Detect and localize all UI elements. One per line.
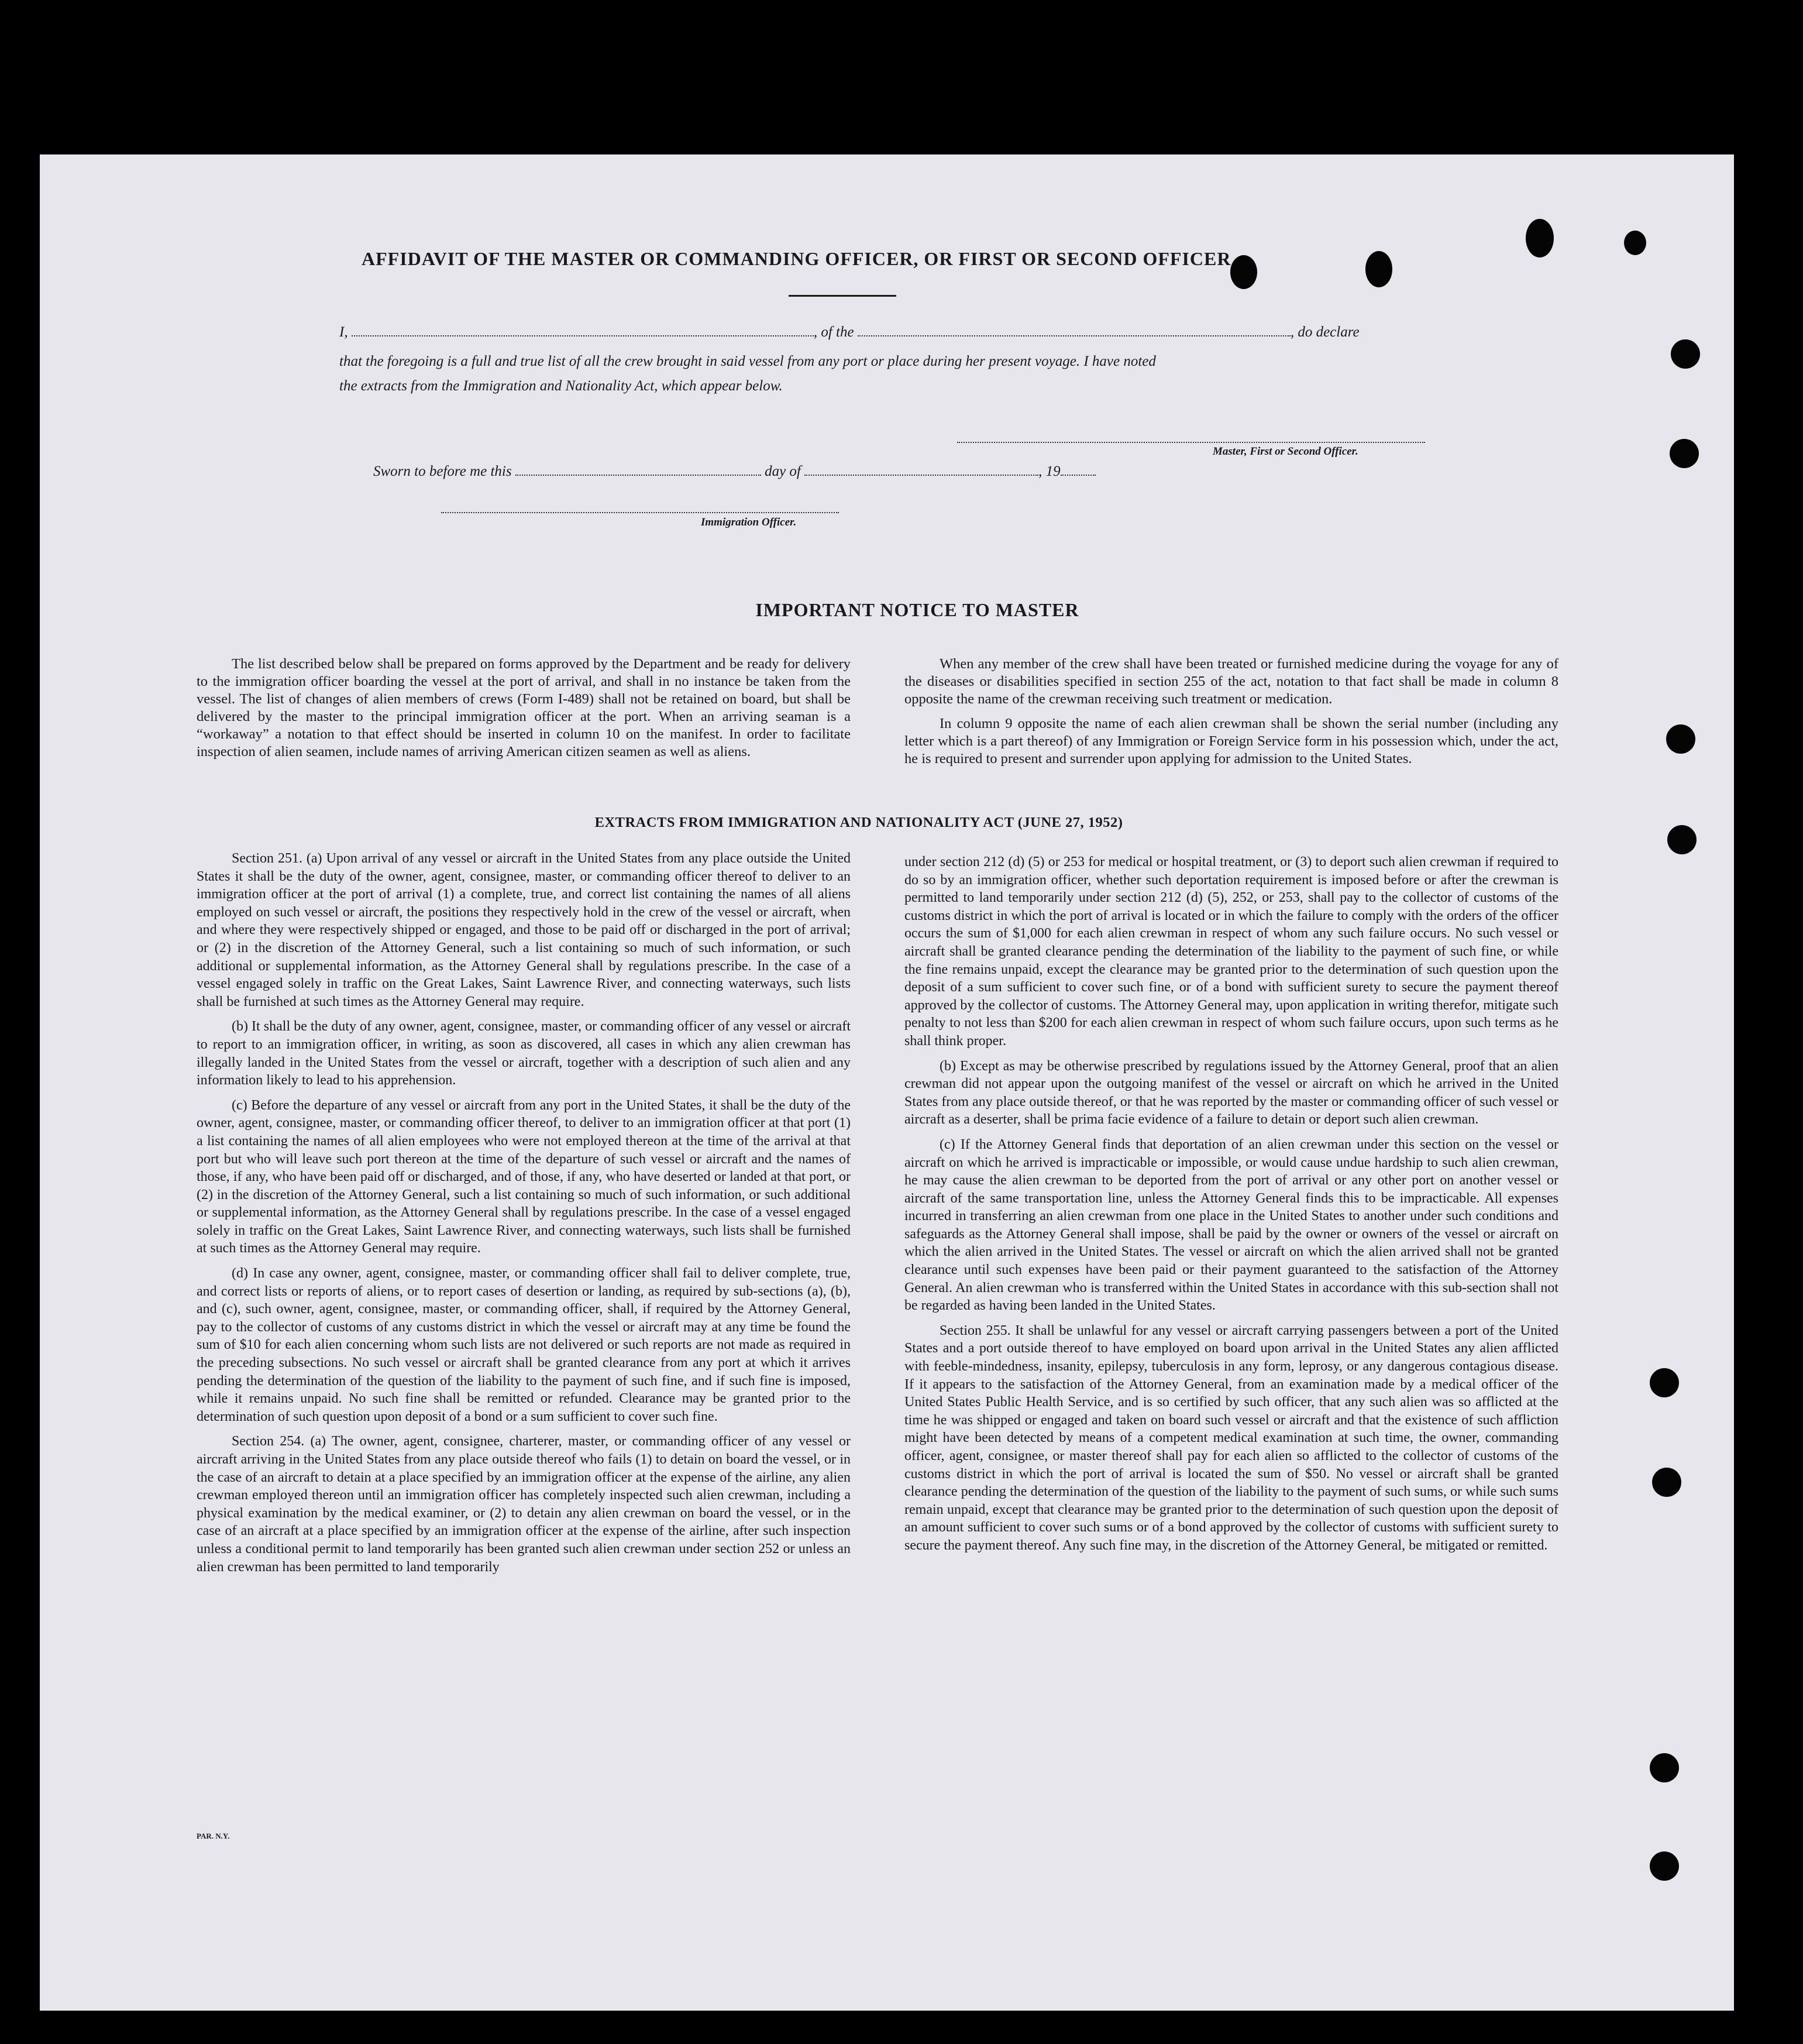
punch-hole	[1650, 1851, 1679, 1881]
notice-left-column	[197, 655, 851, 768]
punch-hole	[1624, 231, 1646, 255]
officer-signature-field[interactable]	[441, 511, 839, 513]
sworn-label: Sworn to before me this	[373, 463, 512, 479]
sworn-month-field[interactable]	[804, 474, 1038, 476]
vessel-name-field[interactable]	[858, 335, 1291, 336]
statute-paragraph: Section 255. It shall be unlawful for any vessel or aircraft carrying passengers between a port of the United States and a port outside thereof to have employed on board upon arrival in the United States any alien afflicted with feeble-mindedness, insanity, epilepsy, tuberculosis in any form, leprosy, or any dangerous contagious disease. If it appears to the satisfaction of the Attorney General, from an examination made by a medical officer of the United States Public Health Service, and is so certified by such officer, that any such alien was so afflicted at the time he was shipped or engaged and taken on board such vessel or aircraft and that the existence of such affliction might have been detected by means of a competent medical examination at such time, the owner, commanding officer, agent, consignee, or master thereof shall pay for each alien so afflicted to the collector of customs of the customs district in which the port of arrival is located the sum of $50. No vessel or aircraft shall be granted clearance pending the determination of the question of the liability to the payment of such sums, or while such sums remain unpaid, except that clearance may be granted prior to the determination of such question upon the deposit of an amount sufficient to cover such sums or of a bond approved by the collector of customs with sufficient surety to secure the payment thereof. Any such fine may, in the discretion of the Attorney General, be mitigated or remitted.	[904, 1322, 1558, 1553]
sworn-day-field[interactable]	[515, 474, 761, 476]
affidavit-title: AFFIDAVIT OF THE MASTER OR COMMANDING OFFICER, OR FIRST OR SECOND OFFICER	[362, 248, 1231, 269]
punch-hole	[1650, 1753, 1679, 1782]
officer-signature-caption: Immigration Officer.	[701, 516, 797, 528]
extracts-left-column	[197, 850, 851, 1583]
extracts-right-column	[904, 853, 1558, 1562]
vessel-label: , of the	[813, 324, 854, 340]
master-signature-caption: Master, First or Second Officer.	[1213, 445, 1358, 458]
notice-paragraph: The list described below shall be prepared on forms approved by the Department and be ready for delivery to the immigration officer boarding the vessel at the port of arrival, and shall in no instance be taken from the vessel. The list of changes of alien members of crews (Form I-489) shall not be retained on board, but shall be delivered by the master to the principal immigration officer at the port. When an arriving seaman is a “workaway” a notation to that effect should be inserted in column 10 on the manifest. In order to facilitate inspection of alien seamen, include names of arriving American citizen seamen as well as aliens.	[197, 656, 851, 760]
declaration-line-3: the extracts from the Immigration and Nationality Act, which appear below.	[339, 378, 783, 394]
punch-hole	[1650, 1368, 1679, 1397]
punch-hole	[1671, 339, 1700, 369]
punch-hole	[1667, 825, 1697, 854]
master-signature-field[interactable]	[957, 441, 1425, 443]
title-underline	[789, 295, 896, 297]
statute-paragraph: (c) Before the departure of any vessel or aircraft from any port in the United States, it shall be the duty of the owner, agent, consignee, master, or commanding officer thereof, to deliver to an immigration officer at that port (1) a list containing the names of all alien employees who were not employed thereon at the time of the arrival at that port but who will leave such port thereon at the time of the departure of such vessel or aircraft and the names of those, if any, who have been paid off or discharged, and of those, if any, who have deserted or landed at that port, or (2) in the discretion of the Attorney General, such a list containing so much of such information, or such additional or supplemental information, as the Attorney General shall by regulations prescribe. In the case of a vessel engaged solely in traffic on the Great Lakes, Saint Lawrence River, and connecting waterways, such lists shall be furnished at such times as the Attorney General may require.	[197, 1097, 851, 1256]
declarant-name-field[interactable]	[352, 335, 814, 336]
notice-paragraph: In column 9 opposite the name of each alien crewman shall be shown the serial number (including any letter which is a part thereof) of any Immigration or Foreign Service form in his possession which, under the act, he is required to present and surrender upon applying for admission to the United States.	[904, 716, 1558, 767]
notice-title: IMPORTANT NOTICE TO MASTER	[755, 599, 1079, 620]
declarant-label: I,	[339, 324, 348, 340]
extracts-title: EXTRACTS FROM IMMIGRATION AND NATIONALITY ACT (JUNE 27, 1952)	[594, 815, 1123, 830]
notice-paragraph: When any member of the crew shall have been treated or furnished medicine during the voyage for any of the diseases or disabilities specified in section 255 of the act, notation to that fact shall be made in column 8 opposite the name of the crewman receiving such treatment or medication.	[904, 656, 1558, 707]
notice-right-column	[904, 655, 1558, 775]
year-label: , 19	[1038, 463, 1061, 479]
declaration-line-2: that the foregoing is a full and true list of all the crew brought in said vessel from any port or place during her present voyage. I have noted	[339, 353, 1156, 369]
punch-hole	[1652, 1468, 1681, 1497]
declaration-line-1	[339, 324, 1360, 341]
statute-paragraph: (b) Except as may be otherwise prescribed by regulations issued by the Attorney General, proof that an alien crewman did not appear upon the outgoing manifest of the vessel or aircraft on which he arrived in the United States from any place outside thereof, or that he was reported by the master or commanding officer of such vessel or aircraft as a deserter, shall be prima facie evidence of a failure to detain or deport such alien crewman.	[904, 1058, 1558, 1128]
sworn-year-field[interactable]	[1061, 474, 1096, 476]
statute-paragraph: Section 254. (a) The owner, agent, consignee, charterer, master, or commanding officer of any vessel or aircraft arriving in the United States from any place outside thereof who fails (1) to detain on board the vessel, or in the case of an aircraft to detain at a place specified by an immigration officer at the expense of the airline, any alien crewman employed thereon until an immigration officer has completely inspected such alien crewman, including a physical examination by the medical examiner, or (2) to detain any alien crewman on board the vessel, or in the case of an aircraft at a place specified by an immigration officer at the expense of the airline, after such inspection unless a conditional permit to land temporarily has been granted such alien crewman under section 252 or unless an alien crewman has been permitted to land temporarily	[197, 1434, 851, 1575]
statute-paragraph: Section 251. (a) Upon arrival of any vessel or aircraft in the United States from any place outside the United States it shall be the duty of the owner, agent, consignee, master, or commanding officer thereof to deliver to an immigration officer at the port of arrival (1) a complete, true, and correct list containing the names of all aliens employed on such vessel or aircraft, the positions they respectively hold in the crew of the vessel or aircraft, when and where they were respectively shipped or engaged, and those to be paid off or discharged in the port of arrival; or (2) in the discretion of the Attorney General, such a list containing so much of such information, or such additional or supplemental information, as the Attorney General shall by regulations prescribe. In the case of a vessel engaged solely in traffic on the Great Lakes, Saint Lawrence River, and connecting waterways, such lists shall be furnished at such times as the Attorney General may require.	[197, 851, 851, 1009]
statute-paragraph: under section 212 (d) (5) or 253 for medical or hospital treatment, or (3) to deport such alien crewman if required to do so by an immigration officer, whether such deportation requirement is imposed before or after the crewman is permitted to land temporarily under section 212 (d) (5), 252, or 253, shall pay to the collector of customs of the customs district in which the port of arrival is located or in which the failure to comply with the orders of the officer occurs the sum of $1,000 for each alien crewman in respect of whom any such failure occurs. No such vessel or aircraft shall be granted clearance pending the determination of the liability to the payment of such fine, or while the fine remains unpaid, except the clearance may be granted prior to the determination of such question upon the deposit of a sum sufficient to cover such fine, or of a bond with sufficient surety to secure the payment thereof approved by the collector of customs. The Attorney General may, upon application in writing therefor, mitigate such penalty to not less than $200 for each alien crewman in respect of whom such failure occurs, upon such terms as he shall think proper.	[904, 854, 1558, 1049]
punch-hole	[1526, 219, 1554, 257]
printer-mark: PAR. N.Y.	[197, 1832, 230, 1840]
punch-hole	[1666, 724, 1695, 754]
statute-paragraph: (b) It shall be the duty of any owner, agent, consignee, master, or commanding officer of any vessel or aircraft to report to an immigration officer, in writing, as soon as discovered, all cases in which any alien crewman has illegally landed in the United States from the vessel or aircraft, together with a description of such alien and any information likely to lead to his apprehension.	[197, 1019, 851, 1088]
declare-label: , do declare	[1290, 324, 1360, 340]
punch-hole	[1670, 439, 1699, 468]
document-page	[40, 154, 1734, 2011]
statute-paragraph: (c) If the Attorney General finds that deportation of an alien crewman under this section on the vessel or aircraft on which he arrived is impracticable or impossible, or would cause undue hardship to such alien crewman, he may cause the alien crewman to be deported from the port of arrival or any other port on another vessel or aircraft of the same transportation line, unless the Attorney General finds this to be impracticable. All expenses incurred in transferring an alien crewman from one place in the United States to another under such conditions and safeguards as the Attorney General shall impose, shall be paid by the owner or owners of the vessel or aircraft on which the alien arrived in the United States. The vessel or aircraft on which the alien arrived shall not be granted clearance until such expenses have been paid or their payment guaranteed to the satisfaction of the Attorney General. An alien crewman who is transferred within the United States in accordance with this sub-section shall not be regarded as having been landed in the United States.	[904, 1136, 1558, 1314]
day-of-label: day of	[765, 463, 801, 479]
sworn-line	[373, 463, 1096, 480]
statute-paragraph: (d) In case any owner, agent, consignee, master, or commanding officer shall fail to deliver complete, true, and correct lists or reports of aliens, or to report cases of desertion or landing, as required by sub-sections (a), (b), and (c), such owner, agent, consignee, master, or commanding officer, shall, if required by the Attorney General, pay to the collector of customs of any customs district in which the vessel or aircraft may at any time be found the sum of $10 for each alien concerning whom such lists are not delivered or such reports are not made as required in the preceding subsections. No such vessel or aircraft shall be granted clearance from any port at which it arrives pending the determination of the question of the liability to the payment of such fine, and if such fine is imposed, while it remains unpaid. No such fine shall be remitted or refunded. Clearance may be granted prior to the determination of such question upon deposit of a bond or a sum sufficient to cover such fine.	[197, 1266, 851, 1424]
